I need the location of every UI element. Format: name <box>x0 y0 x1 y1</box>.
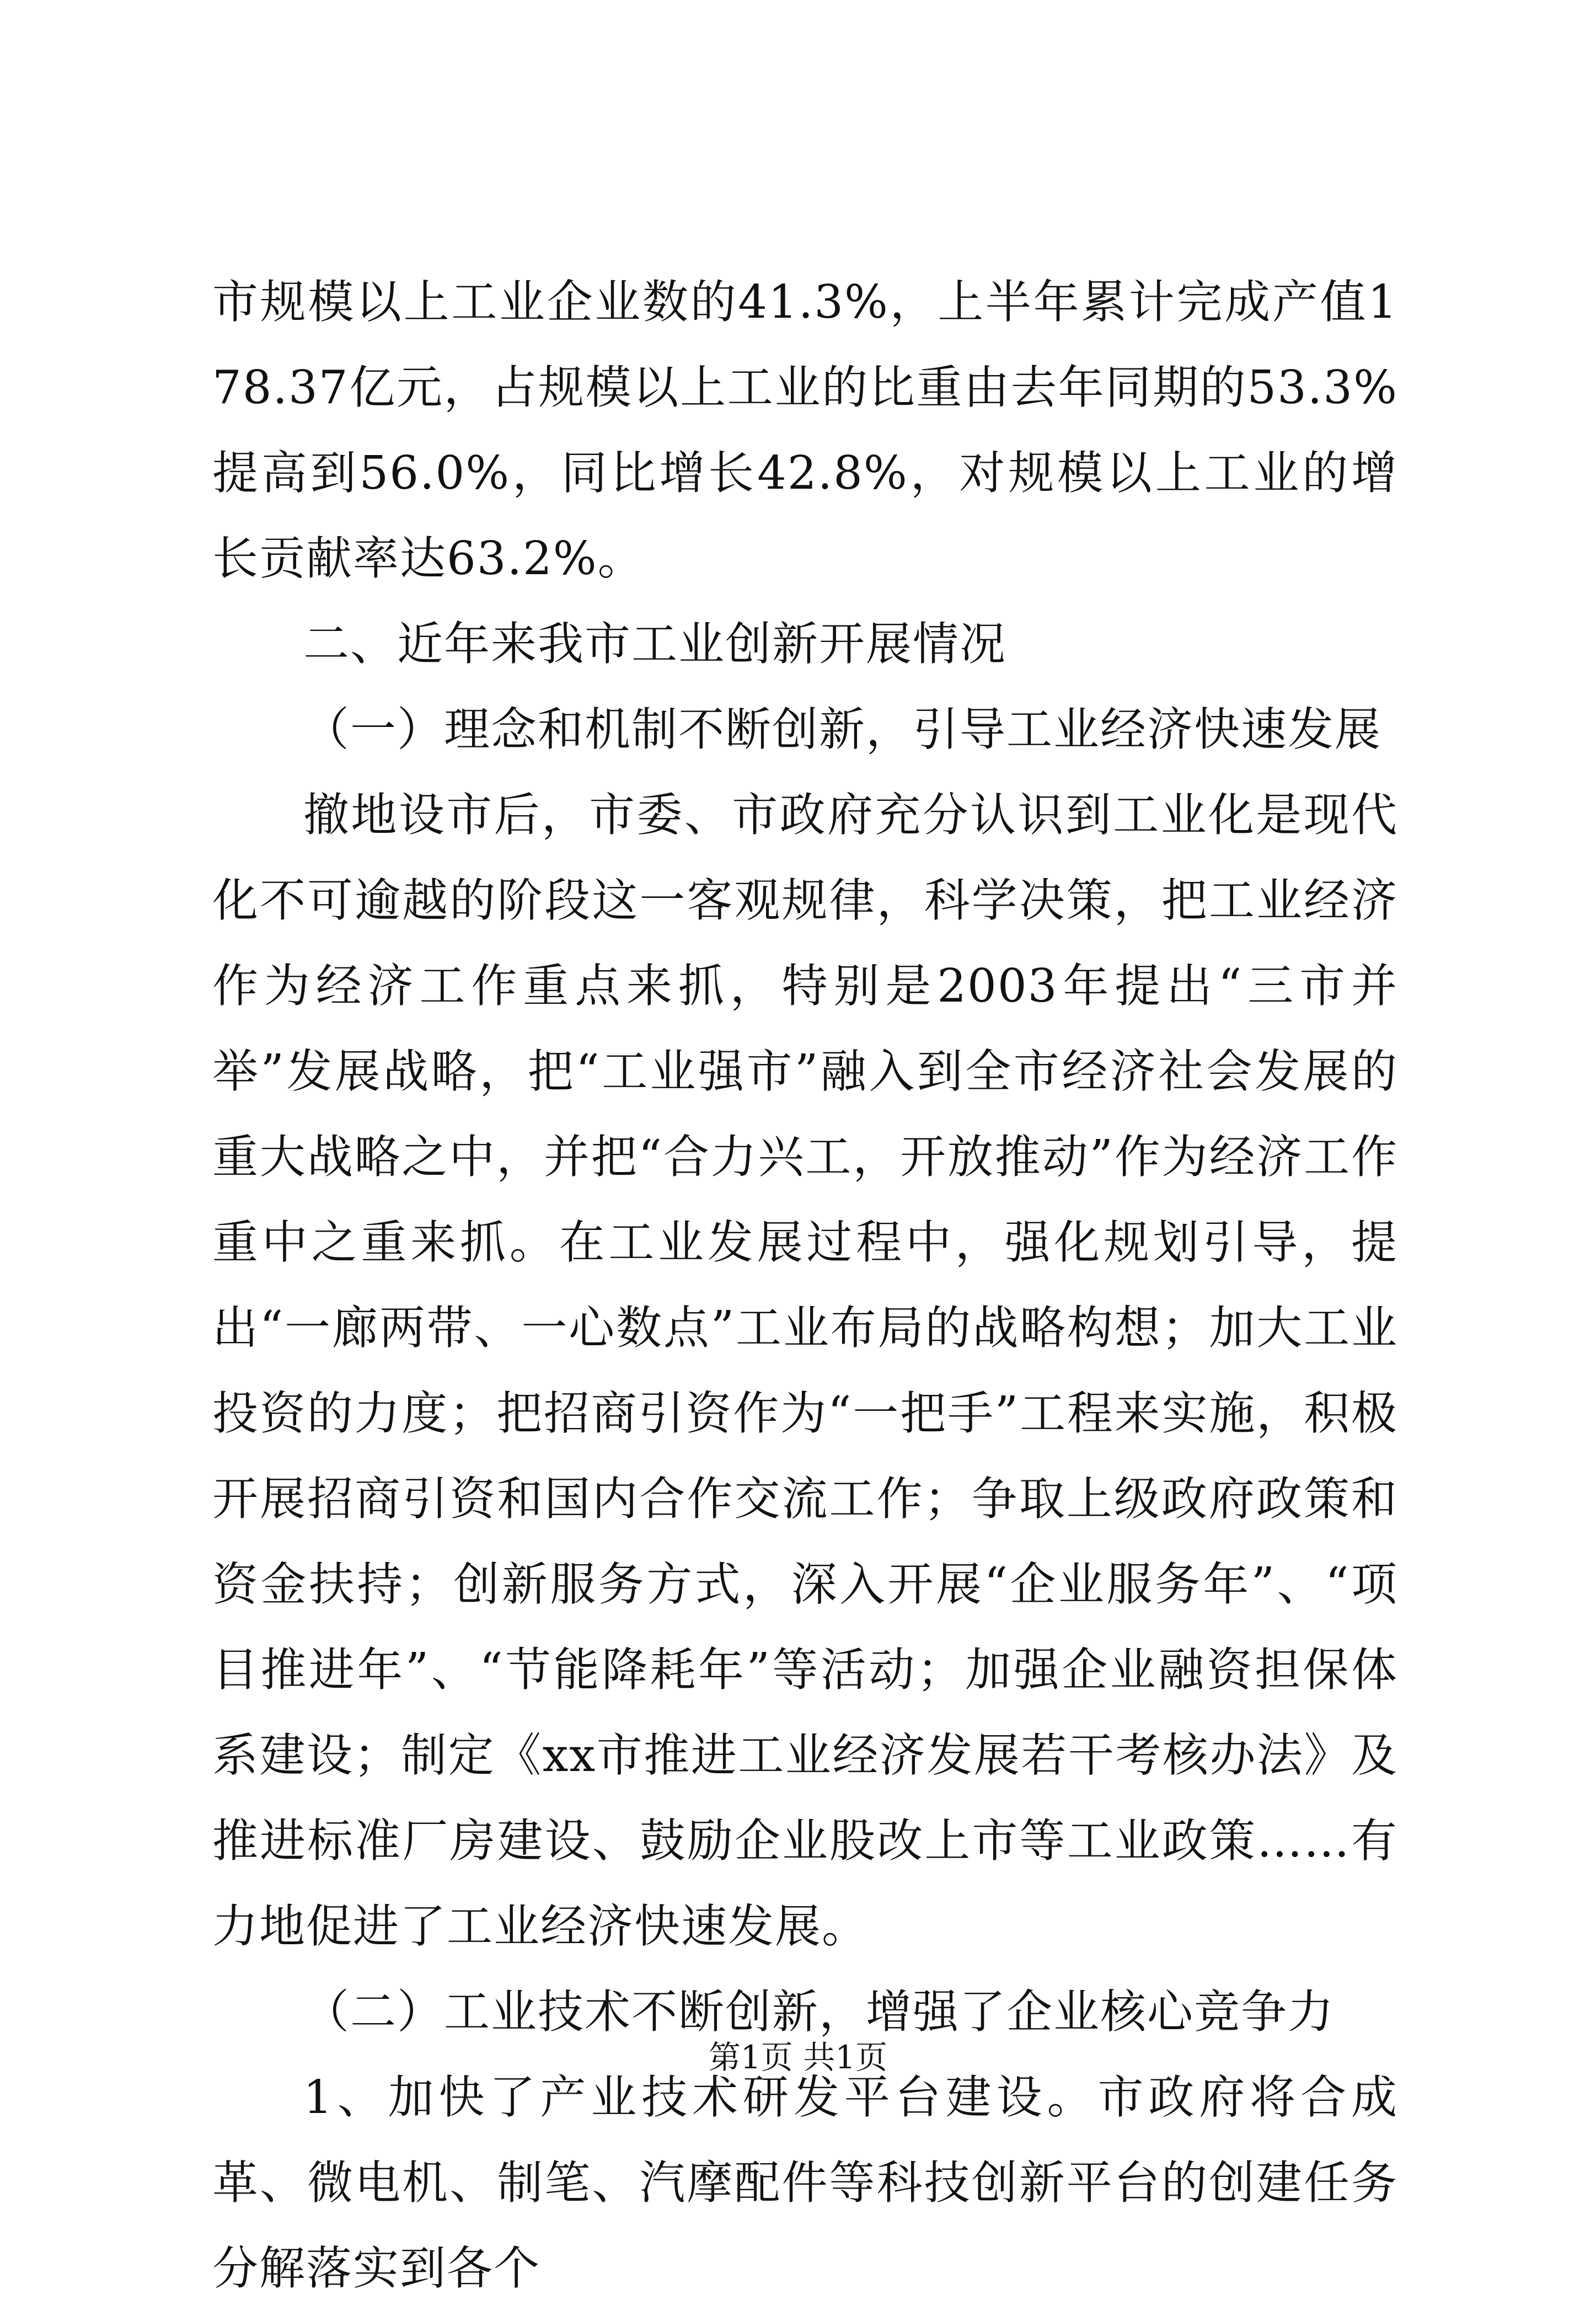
paragraph-continuation: 市规模以上工业企业数的41.3%，上半年累计完成产值178.37亿元，占规模以上工业的比重由去年同期的53.3%提高到56.0%，同比增长42.8%，对规模以上工业的增长贡献率达63.2%。 <box>212 275 1398 585</box>
section-heading: 二、近年来我市工业创新开展情况 <box>303 617 1006 671</box>
paragraph-body-1: 撤地设市后，市委、市政府充分认识到工业化是现代化不可逾越的阶段这一客观规律，科学决策，把工业经济作为经济工作重点来抓，特别是2003年提出“三市并举”发展战略，把“工业强市”融入到全市经济社会发展的重大战略之中，并把“合力兴工，开放推动”作为经济工作重中之重来抓。在工业发展过程中，强化规划引导，提出“一廊两带、一心数点”工业布局的战略构想；加大工业投资的力度；把招商引资作为“一把手”工程来实施，积极开展招商引资和国内合作交流工作；争取上级政府政策和资金扶持；创新服务方式，深入开展“企业服务年”、“项目推进年”、“节能降耗年”等活动；加强企业融资担保体系建设；制定《xx市推进工业经济发展若干考核办法》及推进标准厂房建设、鼓励企业股改上市等工业政策……有力地促进了工业经济快速发展。 <box>212 788 1398 1953</box>
page-footer: 第1页 共1页 <box>708 2039 888 2076</box>
paragraph-body-2: 1、加快了产业技术研发平台建设。市政府将合成革、微电机、制笔、汽摩配件等科技创新平台的创建任务分解落实到各个 <box>212 2071 1398 2295</box>
document-body <box>212 259 1398 2311</box>
subsection-heading-2: （二）工业技术不断创新，增强了企业核心竞争力 <box>303 1985 1335 2039</box>
subsection-heading-1: （一）理念和机制不断创新，引导工业经济快速发展 <box>303 703 1381 756</box>
